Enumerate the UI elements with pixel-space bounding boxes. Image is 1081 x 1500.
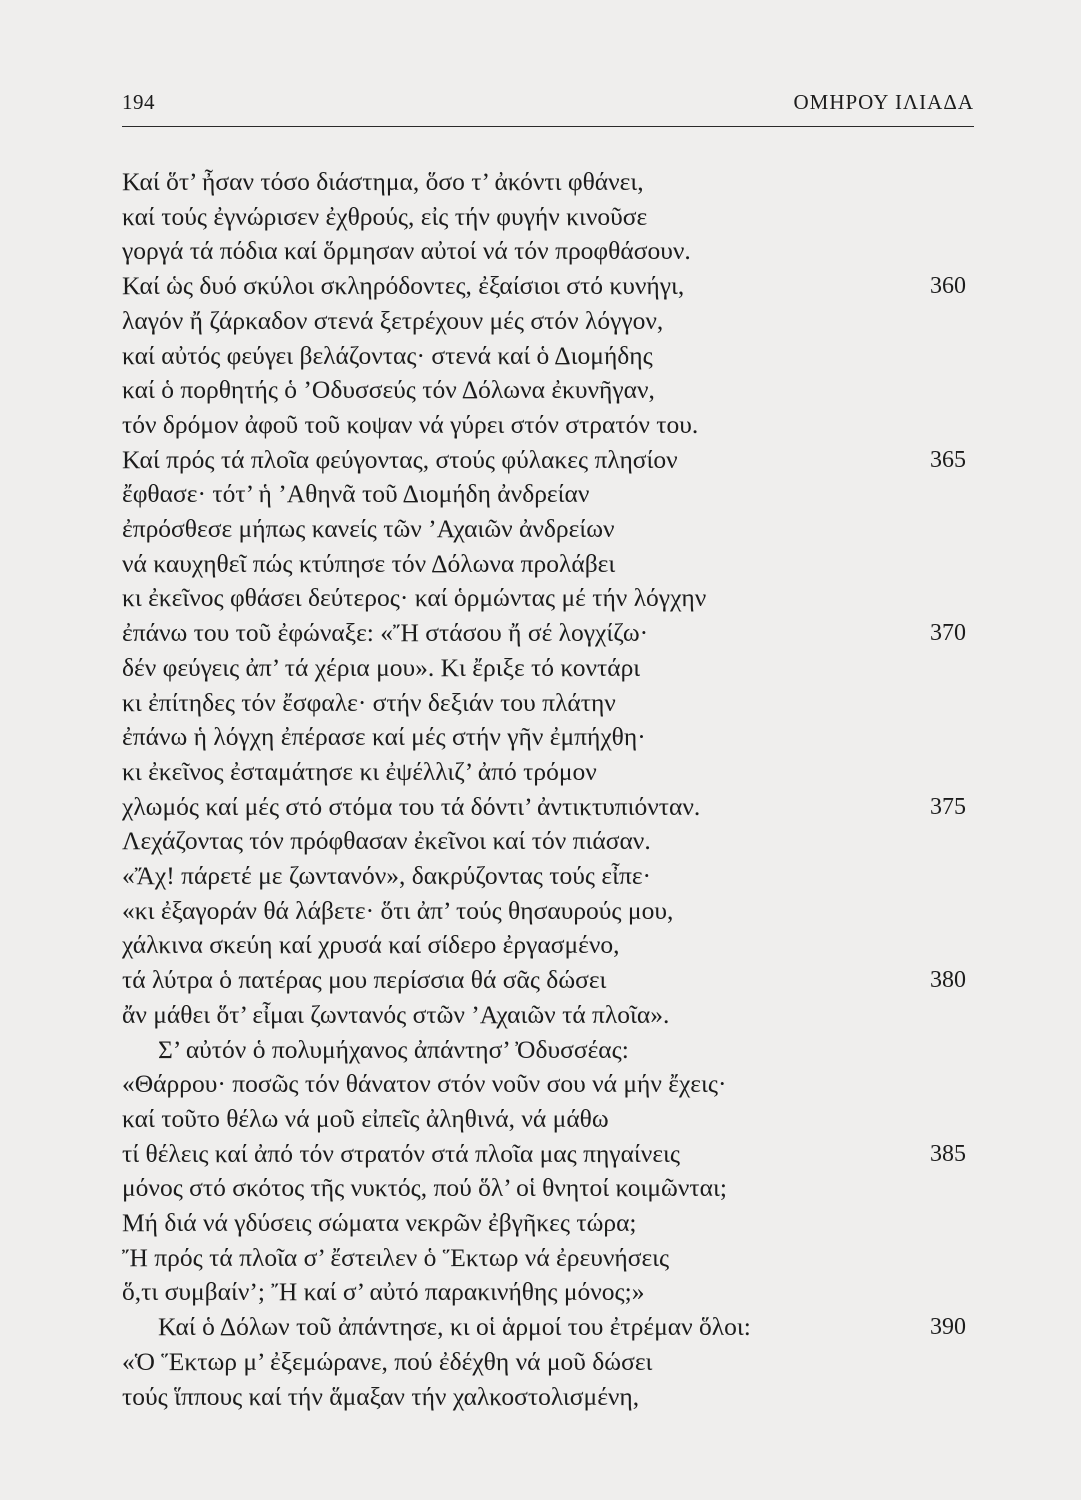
verse-line xyxy=(122,304,992,338)
verse-text: νά καυχηθεῖ πώς κτύπησε τόν Δόλωνα προλάβει xyxy=(122,548,616,578)
verse-line xyxy=(122,1275,992,1309)
verse-text: καί αὐτός φεύγει βελάζοντας· στενά καί ὁ Διομήδης xyxy=(122,340,653,370)
verse-line xyxy=(122,234,992,268)
verse-line xyxy=(122,1310,992,1344)
verse-text: λαγόν ἤ ζάρκαδον στενά ξετρέχουν μές στόν λόγγον, xyxy=(122,305,664,335)
verse-line xyxy=(122,547,992,581)
verse-text: ἐπάνω του τοῦ ἐφώναξε: «Ἤ στάσου ἤ σέ λογχίζω· xyxy=(122,618,649,648)
line-number: 370 xyxy=(930,620,966,647)
line-number: 375 xyxy=(930,793,966,820)
verse-text: «Ἄχ! πάρετέ με ζωντανόν», δακρύζοντας τούς εἶπε· xyxy=(122,861,652,890)
verse-text: ἐπρόσθεσε μήπως κανείς τῶν ’Αχαιῶν ἀνδρείων xyxy=(122,514,615,543)
verse-text: Καί πρός τά πλοῖα φεύγοντας, στούς φύλακες πλησίον xyxy=(122,444,678,474)
verse-text: τούς ἵππους καί τήν ἅμαξαν τήν χαλκοστολισμένη, xyxy=(122,1381,640,1411)
verse-line xyxy=(122,755,992,789)
verse-line xyxy=(122,859,992,893)
verse-text: χάλκινα σκεύη καί χρυσά καί σίδερο ἐργασμένο, xyxy=(122,930,620,960)
verse-text: Ἤ πρός τά πλοῖα σ’ ἔστειλεν ὁ Ἕκτωρ νά ἐρευνήσεις xyxy=(122,1242,670,1272)
line-number: 365 xyxy=(930,446,966,473)
verse-text: Καί ὁ Δόλων τοῦ ἀπάντησε, κι οἱ ἁρμοί του ἐτρέμαν ὅλοι: xyxy=(158,1312,751,1342)
verse-line xyxy=(122,200,992,234)
verse-line xyxy=(122,616,992,650)
verse-line xyxy=(122,373,992,407)
verse-text: καί τοῦτο θέλω νά μοῦ εἰπεῖς ἀληθινά, νά μάθω xyxy=(122,1103,609,1133)
verse-line xyxy=(122,894,992,928)
verse-text: καί τούς ἐγνώρισεν ἐχθρούς, εἰς τήν φυγήν κινοῦσε xyxy=(122,201,648,231)
verse-text: τί θέλεις καί ἀπό τόν στρατόν στά πλοῖα μας πηγαίνεις xyxy=(122,1138,680,1168)
verse-line xyxy=(122,651,992,685)
verse-text: Καί ὡς δυό σκύλοι σκληρόδοντες, ἐξαίσιοι στό κυνήγι, xyxy=(122,271,685,301)
verse-text: μόνος στό σκότος τῆς νυκτός, πού ὅλ’ οἱ θνητοί κοιμῶνται; xyxy=(122,1173,727,1203)
verse-line xyxy=(122,686,992,720)
running-title: ΟΜΗΡΟΥ ΙΛΙΑΔΑ xyxy=(793,90,974,114)
verse-text: τά λύτρα ὁ πατέρας μου περίσσια θά σᾶς δώσει xyxy=(122,965,607,995)
verse-text: καί ὁ πορθητής ὁ ’Οδυσσεύς τόν Δόλωνα ἐκυνῆγαν, xyxy=(122,375,655,405)
line-number: 360 xyxy=(930,273,966,300)
verse-line xyxy=(122,477,992,511)
verse-line xyxy=(122,1345,992,1379)
verse-line xyxy=(122,408,992,442)
verse-text: Καί ὅτ’ ἦσαν τόσο διάστημα, ὅσο τ’ ἀκόντι φθάνει, xyxy=(122,167,644,196)
verse-text: δέν φεύγεις ἀπ’ τά χέρια μου». Κι ἔριξε τό κοντάρι xyxy=(122,652,641,682)
verse-line xyxy=(122,1241,992,1275)
verse-text: «κι ἐξαγοράν θά λάβετε· ὅτι ἀπ’ τούς θησαυρούς μου, xyxy=(122,895,674,925)
verse-line xyxy=(122,1033,992,1067)
verse-line xyxy=(122,339,992,373)
verse-text: «Θάρρου· ποσῶς τόν θάνατον στόν νοῦν σου νά μήν ἔχεις· xyxy=(122,1069,727,1099)
verse-line xyxy=(122,790,992,824)
verse-line xyxy=(122,1067,992,1101)
verse-text: «Ὁ Ἕκτωρ μ’ ἐξεμώρανε, πού ἐδέχθη νά μοῦ δώσει xyxy=(122,1346,653,1376)
verse-line xyxy=(122,720,992,754)
verse-text: ὅ,τι συμβαίν’; Ἤ καί σ’ αὐτό παρακινήθης μόνος;» xyxy=(122,1277,645,1307)
verse-line xyxy=(122,165,992,199)
verse-line xyxy=(122,998,992,1032)
verse-line xyxy=(122,1206,992,1240)
line-number: 380 xyxy=(930,967,966,994)
verse-text: κι ἐκεῖνος φθάσει δεύτερος· καί ὁρμώντας μέ τήν λόγχην xyxy=(122,583,707,613)
verse-text: τόν δρόμον ἀφοῦ τοῦ κοψαν νά γύρει στόν στρατόν του. xyxy=(122,409,699,439)
verse-line xyxy=(122,1102,992,1136)
verse-text: Μή διά νά γδύσεις σώματα νεκρῶν ἐβγῆκες τώρα; xyxy=(122,1208,637,1237)
verse-line xyxy=(122,928,992,962)
verse-text: Λεχάζοντας τόν πρόφθασαν ἐκεῖνοι καί τόν πιάσαν. xyxy=(122,826,651,856)
verse-text: χλωμός καί μές στό στόμα του τά δόντι’ ἀντικτυπιόνταν. xyxy=(122,791,701,821)
verse-text: ἔφθασε· τότ’ ἡ ’Αθηνᾶ τοῦ Διομήδη ἀνδρείαν xyxy=(122,479,590,509)
line-number: 385 xyxy=(930,1140,966,1167)
verse-text: Σ’ αὐτόν ὁ πολυμήχανος ἀπάντησ’ Ὀδυσσέας: xyxy=(158,1034,629,1064)
verse-line xyxy=(122,1137,992,1171)
verse-line xyxy=(122,512,992,546)
line-number: 390 xyxy=(930,1314,966,1341)
verse-line xyxy=(122,443,992,477)
verse-text: ἄν μάθει ὅτ’ εἶμαι ζωντανός στῶν ’Αχαιῶν τά πλοῖα». xyxy=(122,999,670,1029)
verse-text: γοργά τά πόδια καί ὅρμησαν αὐτοί νά τόν προφθάσουν. xyxy=(122,236,691,266)
verse-line xyxy=(122,269,992,303)
verse-text: κι ἐπίτηδες τόν ἔσφαλε· στήν δεξιάν του πλάτην xyxy=(122,687,616,717)
page-number: 194 xyxy=(122,90,155,114)
verse-line xyxy=(122,581,992,615)
verse-line xyxy=(122,1171,992,1205)
verse-line xyxy=(122,1380,992,1414)
verse-text: ἐπάνω ἡ λόγχη ἐπέρασε καί μές στήν γῆν ἐμπήχθη· xyxy=(122,722,646,752)
verse-line xyxy=(122,824,992,858)
verse-text: κι ἐκεῖνος ἐσταμάτησε κι ἐψέλλιζ’ ἀπό τρόμον xyxy=(122,756,597,786)
verse-line xyxy=(122,963,992,997)
